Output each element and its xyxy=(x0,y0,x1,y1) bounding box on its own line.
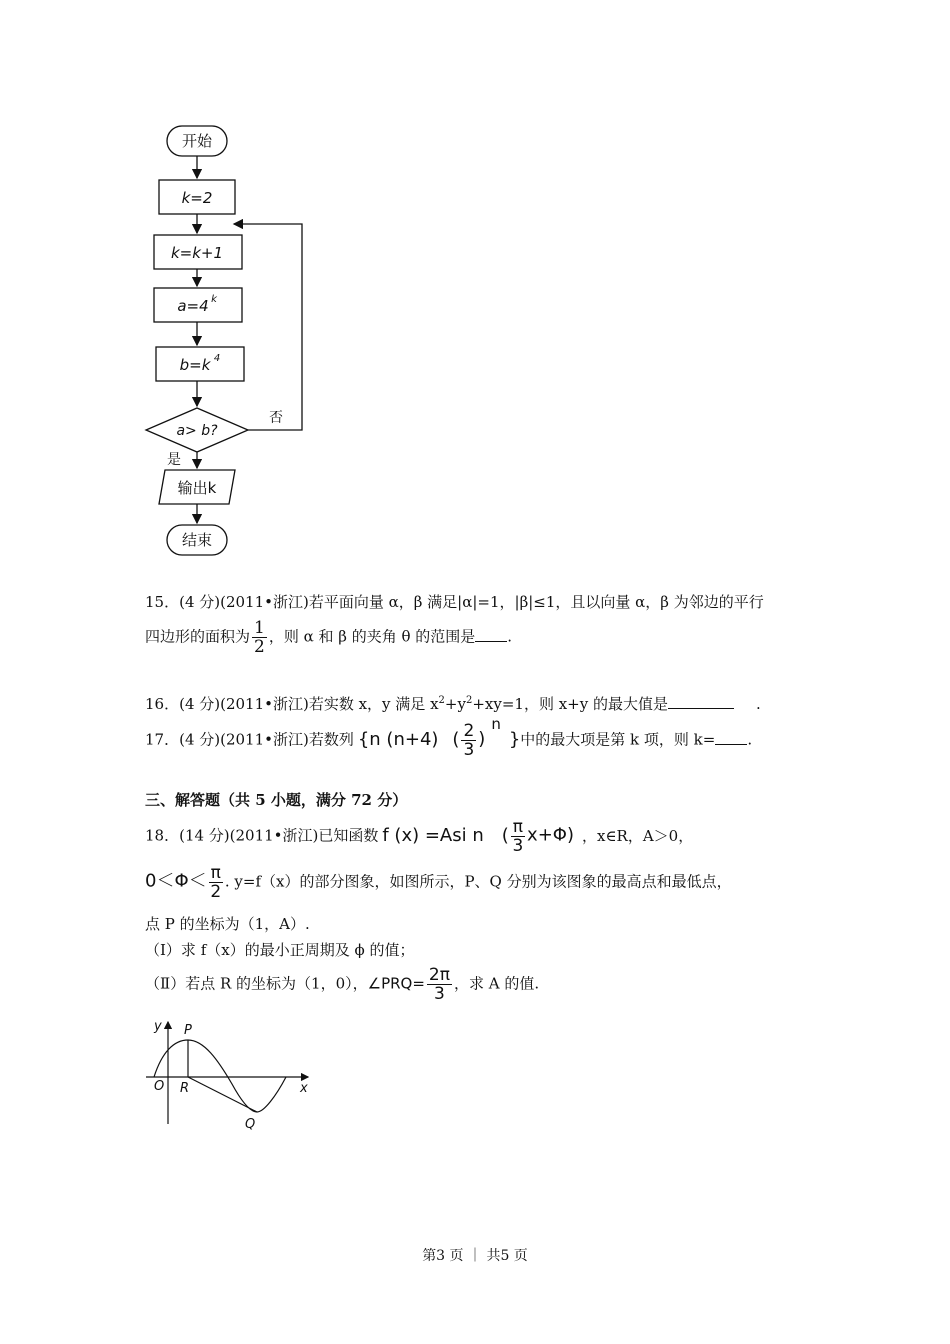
q17-frac-den: 3 xyxy=(463,740,475,760)
page-footer: 第3 页 ｜ 共5 页 xyxy=(422,1248,528,1264)
condition-label: a> b? xyxy=(176,423,218,439)
q18-line1-post: ，x∈R，A＞0， xyxy=(581,826,694,845)
q18-fraction3 xyxy=(427,966,452,1003)
q15-line1: 15．(4 分)(2011•浙江)若平面向量 α，β 满足|α|=1，|β|≤1，且以向量 α，β 为邻边的平行 xyxy=(145,593,764,611)
q15-fraction xyxy=(252,619,267,656)
q15-text-pre: 四边形的面积为 xyxy=(145,627,251,646)
rq-segment xyxy=(188,1077,257,1112)
q17-frac-num: 2 xyxy=(463,721,475,741)
q16-pre: 16．(4 分)(2011•浙江)若实数 x，y 满足 x xyxy=(145,695,439,713)
q18-frac3-num: 2π xyxy=(428,965,450,985)
q17-answer-blank[interactable] xyxy=(715,730,747,745)
q17-close: } xyxy=(508,728,521,750)
q18-part2-post: ，求 A 的值. xyxy=(453,974,540,993)
q16-end: . xyxy=(755,695,761,713)
q18-frac3-den: 3 xyxy=(434,984,445,1004)
q18-frac2-den: 2 xyxy=(210,882,222,902)
q18-part2-pre: （Ⅱ）若点 R 的坐标为（1，0）， xyxy=(145,974,368,993)
q18-angle: ∠PRQ= xyxy=(367,974,425,993)
sine-graph xyxy=(140,1012,320,1132)
q18-line3: 点 P 的坐标为（1，A）. xyxy=(145,915,310,933)
flowchart xyxy=(140,120,320,565)
q-label: Q xyxy=(245,1117,256,1132)
p-label: P xyxy=(184,1023,192,1038)
yes-label: 是 xyxy=(167,452,181,468)
q18-fraction xyxy=(511,818,525,855)
q18-frac-den: 3 xyxy=(512,836,524,856)
b-exponent: 4 xyxy=(213,353,221,364)
q15-end: . xyxy=(507,627,513,646)
q15-frac-num: 1 xyxy=(254,618,265,638)
output-label: 输出k xyxy=(177,479,217,497)
r-label: R xyxy=(180,1081,190,1096)
q17-end: . xyxy=(747,730,753,749)
q17-seq: {n (n+4) xyxy=(357,728,439,750)
q16-mid2: +xy=1，则 x+y 的最大值是 xyxy=(472,695,668,713)
q16-line xyxy=(145,690,761,715)
o-label: O xyxy=(154,1079,165,1094)
b-label: b=k xyxy=(179,356,211,374)
q18-part2 xyxy=(145,966,539,1003)
q18-range: 0＜Φ＜ xyxy=(145,870,207,892)
q16-sup2: 2 xyxy=(465,695,473,706)
q18-func-post: x+Φ) xyxy=(527,824,574,846)
q18-line2-post: . y=f（x）的部分图象，如图所示，P、Q 分别为该图象的最高点和最低点， xyxy=(224,872,732,891)
end-label: 结束 xyxy=(181,531,213,549)
q18-line1: 18．(14 分)(2011•浙江)已知函数 f (x) =Asi n ( $\frac{\pi}{3}$ x+Φ) ，x∈R，A＞0， xyxy=(145,817,694,856)
q16-mid1: +y xyxy=(444,695,466,713)
q18-fraction2 xyxy=(209,864,223,901)
no-label: 否 xyxy=(269,410,283,426)
q15-answer-blank[interactable] xyxy=(475,627,507,642)
a-exponent: k xyxy=(211,294,217,305)
y-label: y xyxy=(154,1019,162,1034)
q15-text-post: ，则 α 和 β 的夹角 θ 的范围是 xyxy=(268,627,476,646)
init-label: k=2 xyxy=(181,189,213,207)
q18-frac2-num: π xyxy=(210,863,221,883)
start-label: 开始 xyxy=(181,132,213,150)
q17-exp: n xyxy=(491,714,501,733)
q15-line2 xyxy=(145,619,512,656)
q15-frac-den: 2 xyxy=(254,637,265,657)
sine-curve xyxy=(154,1040,286,1112)
x-label: x xyxy=(300,1081,308,1096)
q17-line: 17．(4 分)(2011•浙江)若数列 {n (n+4) ( $\frac{2}{3}$ )n}中的最大项是第 k 项，则 k= . xyxy=(145,714,753,760)
q18-pre: 18．(14 分)(2011•浙江)已知函数 xyxy=(145,826,379,845)
q18-frac-num: π xyxy=(512,817,524,837)
q17-pre: 17．(4 分)(2011•浙江)若数列 xyxy=(145,730,354,749)
q17-post: 中的最大项是第 k 项，则 k= xyxy=(520,730,716,749)
q17-fraction xyxy=(461,722,476,759)
section3-title: 三、解答题（共 5 小题，满分 72 分） xyxy=(145,791,408,809)
increment-label: k=k+1 xyxy=(170,244,224,262)
q16-answer-blank[interactable] xyxy=(668,694,734,709)
q18-line2 xyxy=(145,864,732,901)
q18-part1: （Ⅰ）求 f（x）的最小正周期及 ϕ 的值； xyxy=(145,941,415,959)
q16-sup1: 2 xyxy=(438,695,445,706)
a-label: a=4 xyxy=(177,297,209,315)
q18-func: f (x) =Asi n xyxy=(382,824,484,846)
